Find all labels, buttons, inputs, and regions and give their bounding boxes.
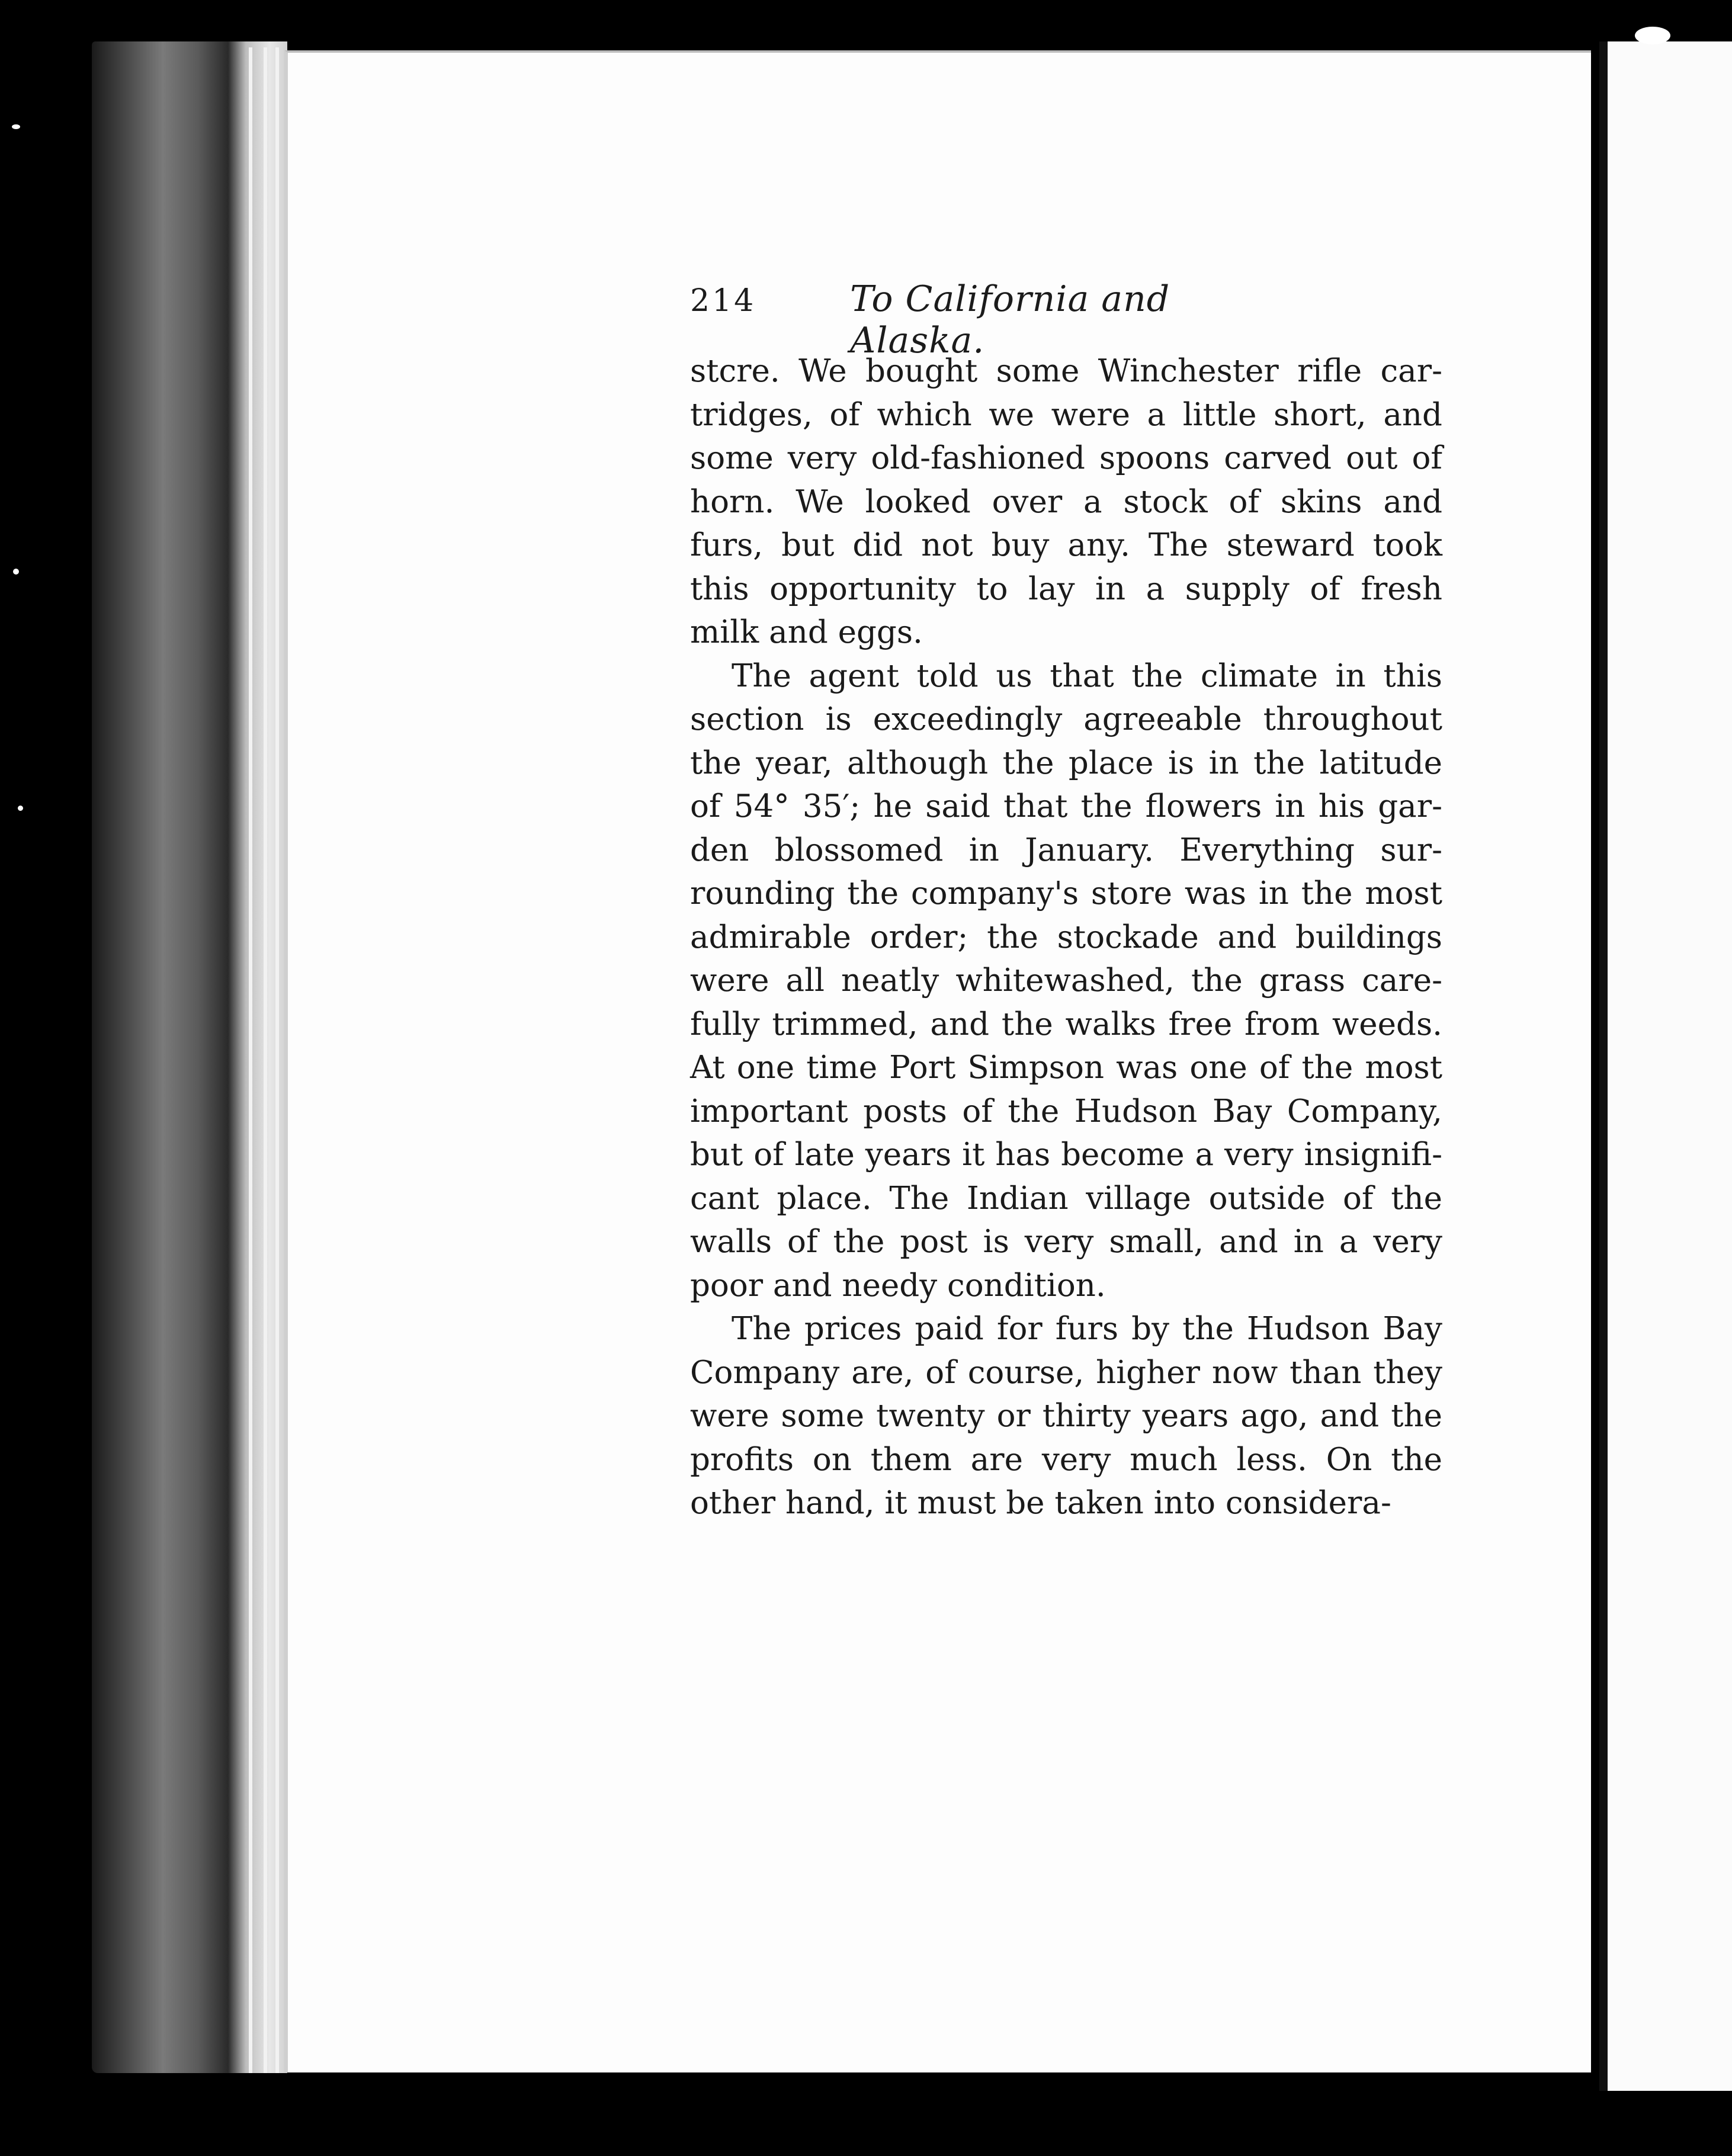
text-line: walls of the post is very small, and in a very <box>690 1224 1442 1260</box>
text-line: but of late years it has become a very insignifi- <box>690 1137 1442 1173</box>
text-line: rounding the company's store was in the most <box>690 875 1442 912</box>
page-number: 214 <box>690 283 756 319</box>
page-edge-line <box>249 47 252 2073</box>
text-line: The prices paid for furs by the Hudson Bay <box>732 1311 1442 1347</box>
text-line: of 54° 35′; he said that the flowers in his gar- <box>690 788 1442 824</box>
text-line: tridges, of which we were a little short, and <box>690 396 1442 433</box>
page-edge-line <box>275 47 279 2073</box>
text-line: cant place. The Indian village outside of the <box>690 1180 1442 1217</box>
text-line: the year, although the place is in the latitude <box>690 745 1442 781</box>
scan-speck <box>1635 27 1670 44</box>
text-line: admirable order; the stockade and buildings <box>690 919 1442 955</box>
text-line: were some twenty or thirty years ago, and the <box>690 1398 1442 1434</box>
text-line: important posts of the Hudson Bay Company, <box>690 1093 1442 1130</box>
text-line: profits on them are very much less. On the <box>690 1441 1442 1478</box>
text-line: were all neatly whitewashed, the grass care- <box>690 962 1442 999</box>
text-line: fully trimmed, and the walks free from weeds. <box>690 1006 1442 1042</box>
text-line: den blossomed in January. Everything sur- <box>690 832 1442 868</box>
text-line: furs, but did not buy any. The steward took <box>690 527 1442 563</box>
text-line: Company are, of course, higher now than they <box>690 1354 1442 1391</box>
scan-speck <box>18 806 23 811</box>
page-edge-line <box>264 47 267 2073</box>
scan-speck <box>12 124 20 129</box>
book-fore-edge <box>92 41 287 2073</box>
text-line: milk and eggs. <box>690 614 923 650</box>
text-line: The agent told us that the climate in this <box>732 657 1442 694</box>
facing-page-edge <box>1599 41 1732 2091</box>
text-line: other hand, it must be taken into considera- <box>690 1485 1391 1521</box>
text-line: stcre. We bought some Winchester rifle car- <box>690 353 1442 389</box>
text-line: this opportunity to lay in a supply of fresh <box>690 570 1442 607</box>
text-line: horn. We looked over a stock of skins and <box>690 483 1442 520</box>
text-line: section is exceedingly agreeable throughout <box>690 701 1442 737</box>
running-title: To California and Alaska. <box>850 278 1170 361</box>
scan-speck <box>13 569 19 575</box>
text-line: poor and needy condition. <box>690 1267 1106 1304</box>
text-line: At one time Port Simpson was one of the most <box>690 1050 1442 1086</box>
body-text <box>690 349 1442 1525</box>
running-header <box>690 278 1300 361</box>
text-line: some very old-fashioned spoons carved out of <box>690 440 1442 476</box>
